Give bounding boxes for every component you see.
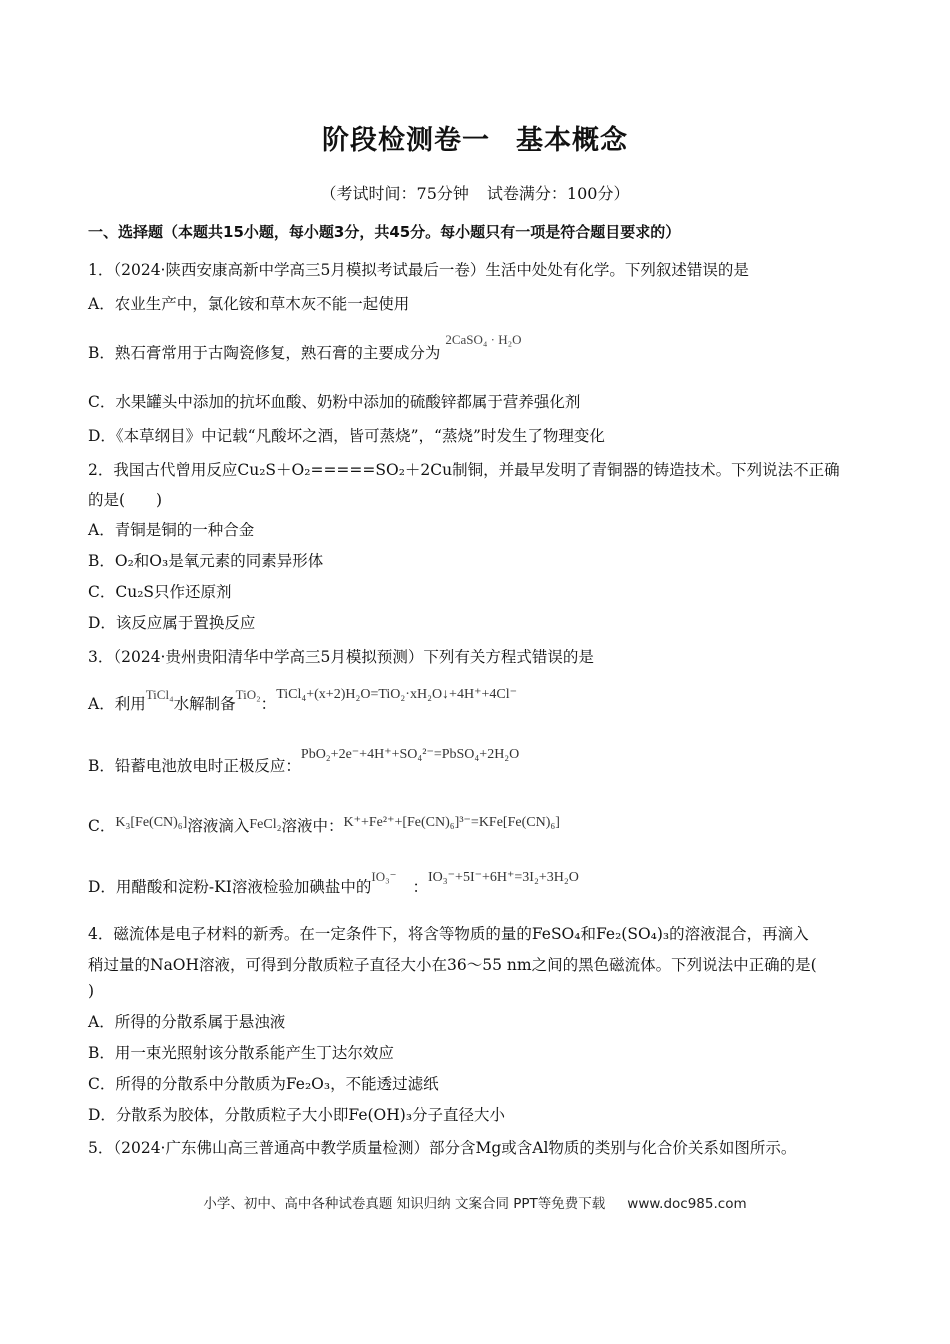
q3-stem: 3．（2024·贵州贵阳清华中学高三5月模拟预测）下列有关方程式错误的是	[88, 648, 594, 666]
q1-stem: 1．（2024·陕西安康高新中学高三5月模拟考试最后一卷）生活中处处有化学。下列叙述错误的是	[88, 261, 749, 279]
q3-c-prefix: C．	[88, 817, 116, 835]
q2-option-c: C．Cu₂S只作还原剂	[88, 583, 232, 601]
q3-c-formula-fecl2: FeCl₂	[249, 817, 282, 832]
q1-option-b-text: B．熟石膏常用于古陶瓷修复，熟石膏的主要成分为	[88, 344, 441, 362]
q4-option-d: D．分散系为胶体，分散质粒子大小即Fe(OH)₃分子直径大小	[88, 1106, 506, 1124]
q4-stem-line1: 4．磁流体是电子材料的新秀。在一定条件下，将含等物质的量的FeSO₄和Fe₂(SO₄)₃的溶液混合，再滴入	[88, 925, 809, 943]
q3-a-colon: ：	[260, 695, 277, 713]
q1-option-c: C．水果罐头中添加的抗坏血酸、奶粉中添加的硫酸锌都属于营养强化剂	[88, 393, 581, 411]
q5-stem: 5．（2024·广东佛山高三普通高中教学质量检测）部分含Mg或含Al物质的类别与化合价关系如图所示。	[88, 1139, 797, 1157]
q2-option-a: A．青铜是铜的一种合金	[88, 521, 255, 539]
page-title	[0, 118, 950, 157]
q3-a-equation: TiCl₄+(x+2)H₂O=TiO₂·xH₂O↓+4H⁺+4Cl⁻	[276, 687, 517, 702]
q3-d-prefix: D．用醋酸和淀粉-KI溶液检验加碘盐中的	[88, 878, 372, 896]
q2-stem-line2: 的是( )	[88, 491, 163, 509]
exam-time: （考试时间：75分钟	[320, 184, 469, 203]
exam-info	[0, 181, 950, 204]
footer-site-link[interactable]: www.doc985.com	[627, 1196, 747, 1212]
q3-d-colon: ：	[412, 878, 429, 896]
q2-stem-line1: 2．我国古代曾用反应Cu₂S＋O₂=====SO₂＋2Cu制铜，并最早发明了青铜器的铸造技术。下列说法不正确	[88, 461, 840, 479]
q3-option-b	[88, 747, 520, 776]
q1-option-d: D．《本草纲目》中记载“凡酸坏之酒，皆可蒸烧”，“蒸烧”时发生了物理变化	[88, 427, 605, 445]
q3-a-formula-tio2: TiO₂	[235, 687, 261, 702]
q2-option-b: B．O₂和O₃是氧元素的同素异形体	[88, 552, 324, 570]
q3-b-prefix: B．铅蓄电池放电时正极反应：	[88, 757, 301, 775]
q3-d-formula-io3: IO₃⁻	[371, 869, 397, 884]
q2-option-d: D．该反应属于置换反应	[88, 614, 256, 632]
section-heading: 一、选择题（本题共15小题，每小题3分，共45分。每小题只有一项是符合题目要求的）	[88, 223, 681, 241]
exam-score: 试卷满分：100分）	[486, 184, 630, 203]
q3-a-prefix: A．利用	[88, 695, 146, 713]
q1-option-a: A．农业生产中，氯化铵和草木灰不能一起使用	[88, 295, 410, 313]
q3-a-formula-ticl4: TiCl₄	[145, 687, 174, 702]
q3-a-mid: 水解制备	[173, 695, 236, 713]
title-right: 基本概念	[516, 125, 628, 156]
q3-option-a	[88, 687, 517, 714]
q4-option-a: A．所得的分散系属于悬浊液	[88, 1013, 286, 1031]
q3-c-post: 溶液中：	[281, 817, 344, 835]
q3-c-equation: K⁺+Fe²⁺+[Fe(CN)₆]³⁻=KFe[Fe(CN)₆]	[343, 815, 560, 830]
q4-stem-line2: 稍过量的NaOH溶液，可得到分散质粒子直径大小在36～55 nm之间的黑色磁流体。下列说法中正确的是(	[88, 956, 817, 974]
q3-option-d	[88, 869, 579, 897]
q3-option-c	[88, 814, 560, 836]
page-footer	[0, 1192, 950, 1212]
q3-c-mid: 溶液滴入	[187, 817, 250, 835]
q3-b-equation: PbO₂+2e⁻+4H⁺+SO₄²⁻=PbSO₄+2H₂O	[300, 747, 520, 762]
q4-option-c: C．所得的分散系中分散质为Fe₂O₃，不能透过滤纸	[88, 1075, 439, 1093]
q4-stem-line3: )	[88, 982, 95, 1000]
q3-c-formula-k3: K₃[Fe(CN)₆]	[115, 815, 188, 830]
q3-d-equation: IO₃⁻+5I⁻+6H⁺=3I₂+3H₂O	[428, 870, 579, 885]
q1-option-b-formula: 2CaSO₄ · H₂O	[445, 332, 522, 347]
title-left: 阶段检测卷一	[322, 125, 490, 156]
footer-text: 小学、初中、高中各种试卷真题 知识归纳 文案合同 PPT等免费下载	[203, 1196, 606, 1212]
q4-option-b: B．用一束光照射该分散系能产生丁达尔效应	[88, 1044, 394, 1062]
